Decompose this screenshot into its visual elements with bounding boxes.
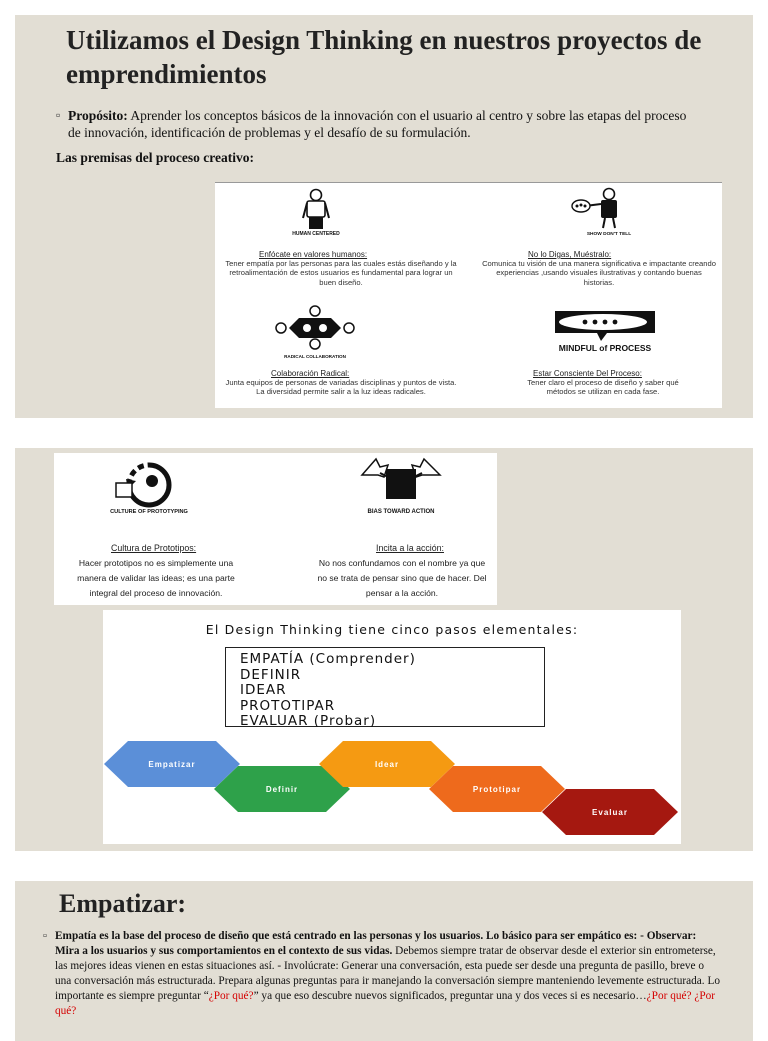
purpose-text: Aprender los conceptos básicos de la innovación con el usuario al centro y sobre las etapas del proceso de innovación, identificación de problemas y el desafío de su formulación. [68, 108, 687, 140]
five-steps-list [225, 647, 545, 727]
hexagon-label-definir: Definir [265, 785, 299, 794]
premisa-5-title: Cultura de Prototipos: [111, 543, 197, 553]
empatizar-paragraph [55, 929, 723, 1019]
premisa-4-text: Tener claro el proceso de diseño y saber qué métodos se utilizan en cada fase. [527, 378, 679, 397]
panel-divider [215, 182, 722, 183]
bullet-icon: ▫ [56, 108, 61, 122]
step-list-item: IDEAR [240, 682, 287, 698]
premisas-heading: Las premisas del proceso creativo: [56, 150, 254, 165]
bias-toward-action-label: BIAS TOWARD ACTION [367, 509, 435, 515]
mindful-of-process-icon [551, 307, 659, 363]
five-steps-panel [103, 610, 681, 844]
radical-collaboration-label: RADICAL COLLABORATION [284, 354, 346, 359]
empatizar-bullet [43, 929, 723, 1019]
slide-3 [15, 881, 753, 1041]
five-steps-hexagons [103, 738, 681, 844]
radical-collaboration-icon [269, 304, 361, 364]
show-dont-tell-icon [571, 186, 631, 248]
step-list-item: EMPATÍA (Comprender) [240, 651, 416, 667]
premisa-2-text: Comunica tu visión de una manera significativa e impactante creando experiencias ,usando visuales ilustrativas y contando buenas historias. [482, 259, 716, 287]
hexagon-label-idear: Idear [374, 760, 400, 769]
premisa-1-text: Tener empatía por las personas para las cuales estás diseñando y la retroalimentación de estos usuarios es fundamental para lograr un buen diseño. [225, 259, 457, 287]
hexagon-label-empatizar: Empatizar [148, 760, 196, 769]
premisa-5-text: Hacer prototipos no es simplemente una manera de validar las ideas; es una parte integral del proceso de innovación. [77, 558, 235, 598]
premisa-3-text: Junta equipos de personas de variadas disciplinas y puntos de vista. La diversidad permite salir a la luz ideas radicales. [225, 378, 457, 397]
human-centered-icon [292, 188, 345, 246]
empatizar-red-text-2: ¿Por qué? ¿Por qué? [55, 990, 716, 1017]
five-steps-title: El Design Thinking tiene cinco pasos elementales: [205, 622, 579, 637]
premisa-4-title: Estar Consciente Del Proceso: [533, 369, 642, 378]
bullet-icon: ▫ [43, 930, 47, 942]
culture-of-prototyping-label: CULTURE OF PROTOTYPING [110, 509, 188, 515]
mindful-of-process-label: MINDFUL of PROCESS [558, 343, 652, 353]
bias-toward-action-icon [358, 455, 444, 533]
empatizar-title: Empatizar: [59, 889, 187, 918]
slide-1-title: Utilizamos el Design Thinking en nuestros proyectos de emprendimientos [66, 25, 702, 89]
empatizar-text-1: Debemos siempre tratar de observar desde el exterior sin entrometerse, las mejores ideas vienen en estas situaciones así. - Involúcrate: Generar una conversación, esta puede ser desde una pregunta de pasillo, breve o una conversación más estructurada. Prepara algunas preguntas para ir manejando la conversación siempre manteniendo levemente estructurada. Lo importante es siempre preguntar “ [55, 945, 720, 1002]
premisa-2-title: No lo Digas, Muéstralo: [528, 250, 612, 259]
empatizar-bold-text: Empatía es la base del proceso de diseño que está centrado en las personas y los usuarios. Lo básico para ser empático es: - Observar: Mira a los usuarios y sus comportamientos en el contexto de sus vidas. [55, 930, 697, 957]
step-list-item: DEFINIR [240, 666, 302, 683]
premisas-panel-2 [54, 453, 497, 605]
show-dont-tell-label: SHOW DON'T TELL [586, 232, 632, 237]
purpose-bullet [56, 107, 696, 141]
premisa-6-title: Incita a la acción: [376, 543, 444, 553]
hexagon-label-evaluar: Evaluar [592, 808, 628, 817]
culture-of-prototyping-icon [110, 459, 188, 531]
purpose-label: Propósito: [68, 108, 128, 123]
empatizar-text-2: ” ya que eso descubre nuevos significados, preguntar una y dos veces si es necesario… [253, 990, 647, 1002]
empatizar-red-text-1: ¿Por qué? [208, 990, 254, 1002]
premisa-1-title: Enfócate en valores humanos: [259, 250, 368, 259]
hexagon-label-prototipar: Prototipar [472, 785, 522, 794]
premisas-panel [215, 182, 722, 408]
premisa-6-text: No nos confundamos con el nombre ya que no se trata de pensar sino que de hacer. Del pensar a la acción. [317, 558, 487, 598]
premisa-3-title: Colaboración Radical: [271, 369, 350, 378]
step-list-item: EVALUAR (Probar) [240, 713, 377, 729]
slide-2 [15, 448, 753, 851]
human-centered-label: HUMAN CENTERED [292, 231, 340, 237]
step-list-item: PROTOTIPAR [240, 697, 336, 714]
slide-1 [15, 15, 753, 418]
